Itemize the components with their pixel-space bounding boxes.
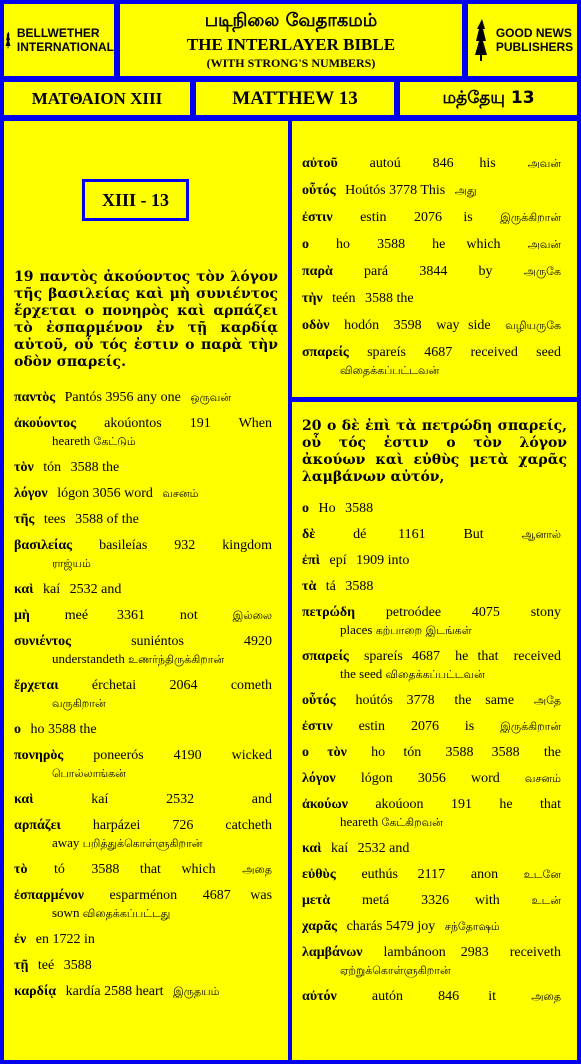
word-entry — [302, 500, 567, 517]
greek-word: καὶ — [14, 582, 34, 597]
word-gloss: autón — [371, 989, 404, 1004]
greek-word: παντὸς — [14, 390, 56, 405]
word-entry — [14, 817, 278, 852]
word-gloss-continued: places கற்பாறை இடங்கள் — [340, 622, 472, 637]
word-gloss: 3588 that which — [91, 862, 216, 877]
word-gloss: kardía 2588 heart — [65, 984, 164, 999]
word-gloss: metá — [362, 893, 390, 908]
word-gloss: he which — [432, 237, 501, 252]
word-gloss: poneerós — [93, 748, 144, 763]
word-gloss: இல்லை — [232, 609, 273, 622]
word-entry — [14, 791, 278, 808]
word-entry — [302, 840, 567, 857]
word-gloss: suniéntos — [131, 634, 184, 649]
word-gloss: tón — [43, 460, 62, 475]
word-gloss: teén — [332, 291, 356, 306]
greek-word: αὐτόν — [302, 989, 337, 1004]
word-gloss: 726 — [172, 818, 194, 833]
word-gloss: ஒருவன் — [190, 391, 231, 404]
word-gloss: basileías — [99, 538, 148, 553]
word-entry — [302, 155, 567, 172]
word-entry — [302, 317, 567, 334]
word-gloss: stony — [530, 605, 562, 620]
word-entry — [14, 861, 278, 878]
word-gloss: and — [251, 792, 273, 807]
word-gloss: he that — [455, 649, 499, 664]
word-entry — [302, 770, 567, 787]
greek-word: πετρώδη — [302, 605, 356, 620]
word-gloss: en 1722 in — [35, 932, 95, 947]
word-entry — [302, 918, 567, 935]
greek-word: ἔρχεται — [14, 678, 59, 693]
word-gloss: charás 5479 joy — [346, 919, 436, 934]
word-entry — [302, 648, 567, 683]
word-gloss: 4687 — [424, 345, 453, 360]
greek-word: ἀκούοντος — [14, 416, 77, 431]
greek-word: καρδίᾳ — [14, 984, 57, 999]
word-gloss: அதை — [242, 863, 273, 876]
word-gloss: 846 his — [432, 156, 496, 171]
word-entry — [14, 721, 278, 738]
left-logo-line-1: BELLWETHER — [16, 26, 100, 40]
word-entry — [14, 931, 278, 948]
greek-word: τὸν — [14, 460, 34, 475]
word-gloss: When — [238, 416, 273, 431]
word-gloss: euthús 2117 — [361, 867, 446, 882]
word-gloss-continued: understandeth உணர்ந்திருக்கிறான் — [52, 651, 225, 666]
word-gloss-continued: வருகிறான் — [52, 697, 106, 710]
word-entry — [302, 866, 567, 883]
word-gloss: அதே — [533, 694, 562, 707]
word-gloss: received — [513, 649, 562, 664]
word-entry — [302, 182, 567, 199]
word-entry — [14, 983, 278, 1000]
word-entry — [302, 344, 567, 379]
word-entry — [302, 892, 567, 909]
chapter-tamil: மத்தேயு 13 — [400, 82, 577, 115]
word-entry — [302, 604, 567, 639]
word-gloss-continued: away பறித்துக்கொள்ளுகிறான் — [52, 835, 203, 850]
word-gloss: spareís 4687 — [363, 649, 440, 664]
word-gloss-continued: பொல்லாங்கன் — [52, 767, 126, 780]
word-gloss: 4687 was — [202, 888, 273, 903]
word-gloss: 3588 of the — [75, 512, 139, 527]
word-entry — [14, 747, 278, 782]
greek-word: καὶ — [302, 841, 322, 856]
right-logo-line-2: PUBLISHERS — [495, 40, 574, 54]
word-gloss: ho — [336, 237, 351, 252]
word-entry — [302, 263, 567, 280]
greek-word: λαμβάνων — [302, 945, 363, 960]
verse-20-text: 20 ο δὲ ἐπὶ τὰ πετρώδη σπαρείς, οὗ τός ἐστιν ο τὸν λόγον ἀκούων καὶ εὐθὺς μετὰ χαρᾶς λαμβάνων αὐτόν, — [302, 418, 567, 485]
word-gloss: not — [179, 608, 198, 623]
word-gloss: வழியருகே — [505, 319, 562, 332]
greek-word: βασιλείας — [14, 538, 73, 553]
word-gloss: pará — [364, 264, 389, 279]
word-gloss: 1909 into — [356, 553, 410, 568]
word-gloss: 3588 — [63, 958, 92, 973]
greek-word: αὐτοῦ — [302, 156, 338, 171]
chapter-verse-box: XIII - 13 — [82, 179, 189, 221]
word-gloss: 846 it — [438, 989, 497, 1004]
word-gloss: that — [540, 797, 561, 812]
greek-word: αρπάζει — [14, 818, 61, 833]
greek-word: ἐσπαρμένον — [14, 888, 84, 903]
word-gloss: இருதயம் — [173, 985, 220, 998]
verse-19-text: 19 παντὸς ἀκούοντος τὸν λόγον τῆς βασιλείας καὶ μὴ συνιέντος ἔρχεται ο πονηρὸς καὶ αρπάζει τὸ ἐσπαρμένον ἐν τῇ καρδίᾳ αὐτοῦ, οὗ τός ἐστιν ο παρὰ τὴν οδὸν σπαρείς. — [14, 269, 278, 370]
word-gloss: 3326 with — [421, 893, 500, 908]
word-gloss: 2532 — [166, 792, 195, 807]
word-gloss: hodón — [344, 318, 380, 333]
word-entry — [14, 607, 278, 624]
word-gloss: 4075 — [471, 605, 500, 620]
word-gloss: dé 1161 — [353, 527, 426, 542]
right-logo-line-1: GOOD NEWS — [495, 26, 572, 40]
word-gloss: receiveth — [509, 945, 562, 960]
word-gloss: tó — [53, 862, 65, 877]
word-gloss: 3588 — [377, 237, 406, 252]
word-gloss: 2532 and — [357, 841, 410, 856]
word-gloss: is — [464, 719, 475, 734]
word-gloss: 4190 — [173, 748, 202, 763]
word-gloss: he — [499, 797, 513, 812]
greek-word: οὗτός — [302, 183, 336, 198]
greek-word: τῇ — [14, 958, 29, 973]
word-gloss: 2076 — [410, 719, 439, 734]
right-top-panel — [292, 121, 577, 397]
word-gloss: வசனம் — [524, 772, 561, 785]
word-entry — [14, 677, 278, 712]
word-gloss-continued: ராஜ்யம் — [52, 557, 91, 570]
word-gloss: seed — [536, 345, 562, 360]
word-gloss: petroódee — [385, 605, 442, 620]
word-entry — [302, 290, 567, 307]
chapter-greek: ΜΑΤΘΑΙΟΝ XIII — [4, 82, 190, 115]
word-gloss: word — [470, 771, 500, 786]
word-gloss: lógon 3056 word — [57, 486, 153, 501]
word-entry — [302, 718, 567, 735]
word-gloss: But — [463, 527, 484, 542]
word-gloss: 932 — [174, 538, 196, 553]
word-entry — [302, 209, 567, 226]
word-gloss: ho tón — [371, 745, 422, 760]
word-gloss: 2076 is — [413, 210, 473, 225]
word-gloss: kaí — [331, 841, 349, 856]
word-gloss: 3588 the — [70, 460, 120, 475]
word-entry — [14, 887, 278, 922]
greek-word: χαρᾶς — [302, 919, 338, 934]
right-bottom-panel — [292, 402, 577, 1060]
word-gloss-continued: ஏற்றுக்கொள்ளுகிறான் — [340, 964, 451, 977]
word-gloss: 3588 the — [365, 291, 414, 306]
greek-word: δὲ — [302, 527, 316, 542]
greek-word: λόγον — [14, 486, 48, 501]
word-gloss-continued: sown விதைக்கப்பட்டது — [52, 905, 171, 920]
greek-word: λόγον — [302, 771, 336, 786]
bellwether-logo — [4, 4, 114, 76]
word-gloss: அதை — [531, 990, 561, 1003]
word-entry — [302, 744, 567, 761]
good-news-logo — [468, 4, 577, 76]
word-gloss: kingdom — [222, 538, 273, 553]
word-gloss: 3844 — [419, 264, 448, 279]
greek-word: ο τὸν — [302, 745, 347, 760]
greek-word: συνιέντος — [14, 634, 72, 649]
word-gloss-continued: heareth கேட்டும் — [52, 433, 136, 448]
word-gloss: the — [543, 745, 562, 760]
word-gloss: teé — [37, 958, 55, 973]
greek-word: ο — [302, 501, 309, 516]
word-gloss: akoúoon — [375, 797, 424, 812]
word-gloss: autoú — [369, 156, 401, 171]
word-gloss: உடனே — [523, 868, 562, 881]
word-gloss: அருகே — [523, 265, 562, 278]
word-gloss: esparménon — [109, 888, 178, 903]
word-gloss: 3588 — [345, 579, 374, 594]
word-gloss: lambánoon 2983 — [383, 945, 489, 960]
greek-word: καὶ — [14, 792, 34, 807]
greek-word: ἐν — [14, 932, 27, 947]
word-gloss: 2532 and — [69, 582, 122, 597]
greek-word: ἐστιν — [302, 210, 333, 225]
word-gloss: Pantós 3956 any one — [64, 390, 181, 405]
word-gloss: anon — [470, 867, 499, 882]
word-gloss: 3056 — [417, 771, 446, 786]
word-gloss: இருக்கிறான் — [500, 720, 562, 733]
word-gloss: 3598 — [393, 318, 422, 333]
bellwether-logo-icon — [4, 17, 13, 63]
word-gloss: lógon — [360, 771, 393, 786]
word-gloss: வசனம் — [162, 487, 199, 500]
word-gloss: அது — [454, 184, 477, 197]
word-entry — [302, 236, 567, 253]
word-gloss: epí — [329, 553, 347, 568]
greek-word: ἀκούων — [302, 797, 348, 812]
greek-word: πονηρὸς — [14, 748, 64, 763]
book-subtitle: (WITH STRONG'S NUMBERS) — [206, 56, 376, 70]
word-gloss: ஆனால் — [521, 528, 562, 541]
word-gloss: அவன் — [527, 157, 561, 170]
word-gloss: érchetai — [91, 678, 137, 693]
greek-word: οδὸν — [302, 318, 330, 333]
word-gloss-continued: heareth கேட்கிறவன் — [340, 814, 443, 829]
book-title: THE INTERLAYER BIBLE — [186, 35, 396, 54]
word-gloss: Hoútós 3778 This — [345, 183, 446, 198]
header-title-block — [120, 4, 462, 76]
word-gloss: 3588 — [345, 501, 374, 516]
greek-word: τὰ — [302, 579, 317, 594]
word-entry — [14, 511, 278, 528]
greek-word: παρὰ — [302, 264, 333, 279]
word-entry — [14, 485, 278, 502]
word-gloss: 191 — [189, 416, 211, 431]
greek-word: σπαρείς — [302, 345, 349, 360]
greek-word: μετὰ — [302, 893, 331, 908]
word-entry — [14, 537, 278, 572]
greek-word: τὸ — [14, 862, 28, 877]
word-gloss: ho 3588 the — [30, 722, 97, 737]
word-entry — [14, 389, 278, 406]
word-gloss-continued: விதைக்கப்பட்டவன் — [340, 364, 440, 377]
word-gloss: by — [478, 264, 493, 279]
word-gloss: meé 3361 — [64, 608, 145, 623]
left-panel — [4, 121, 288, 1060]
word-gloss: Ho — [318, 501, 336, 516]
word-gloss: wicked — [231, 748, 273, 763]
greek-word: τῆς — [14, 512, 35, 527]
word-entry — [14, 957, 278, 974]
word-gloss: இருக்கிறான் — [500, 211, 562, 224]
word-entry — [302, 578, 567, 595]
word-entry — [14, 633, 278, 668]
greek-word: μὴ — [14, 608, 30, 623]
word-gloss: harpázei — [92, 818, 141, 833]
word-entry — [302, 988, 567, 1005]
greek-word: ο — [14, 722, 21, 737]
word-gloss: சந்தோஷம் — [444, 920, 500, 933]
word-gloss: way side — [436, 318, 491, 333]
greek-word: οὗτός — [302, 693, 336, 708]
word-entry — [14, 415, 278, 450]
word-gloss: kaí — [91, 792, 109, 807]
greek-word: ἐπὶ — [302, 553, 320, 568]
word-gloss: உடன் — [531, 894, 562, 907]
word-gloss: 4920 — [244, 634, 272, 649]
word-gloss: the same — [454, 693, 515, 708]
word-gloss: akoúontos — [104, 416, 162, 431]
word-gloss: அவன் — [527, 238, 562, 251]
word-entry — [14, 459, 278, 476]
word-gloss: received — [470, 345, 518, 360]
word-gloss: 191 — [450, 797, 472, 812]
word-gloss: estin — [360, 210, 387, 225]
word-entry — [302, 552, 567, 569]
greek-word: τὴν — [302, 291, 323, 306]
word-entry — [302, 526, 567, 543]
word-entry — [302, 692, 567, 709]
word-entry — [302, 944, 567, 979]
word-gloss: 2064 — [169, 678, 198, 693]
word-entry — [302, 796, 567, 831]
word-gloss: tá — [325, 579, 336, 594]
word-gloss: kaí — [43, 582, 61, 597]
word-gloss: 3588 3588 — [445, 745, 520, 760]
word-gloss: tees — [43, 512, 66, 527]
word-entry — [14, 581, 278, 598]
tamil-title: படிநிலை வேதாகமம் — [204, 10, 378, 31]
left-logo-line-2: INTERNATIONAL — [16, 40, 114, 54]
word-gloss: spareís — [367, 345, 406, 360]
word-gloss: catcheth — [225, 818, 273, 833]
greek-word: εὐθὺς — [302, 867, 336, 882]
word-gloss-continued: the seed விதைக்கப்பட்டவன் — [340, 666, 485, 681]
word-gloss: cometh — [230, 678, 273, 693]
greek-word: ἐστιν — [302, 719, 333, 734]
greek-word: σπαρείς — [302, 649, 349, 664]
word-gloss: estin — [358, 719, 386, 734]
greek-word: ο — [302, 237, 309, 252]
chapter-english: MATTHEW 13 — [196, 82, 394, 115]
good-news-logo-icon — [472, 17, 492, 63]
word-gloss: hoútós 3778 — [355, 693, 435, 708]
